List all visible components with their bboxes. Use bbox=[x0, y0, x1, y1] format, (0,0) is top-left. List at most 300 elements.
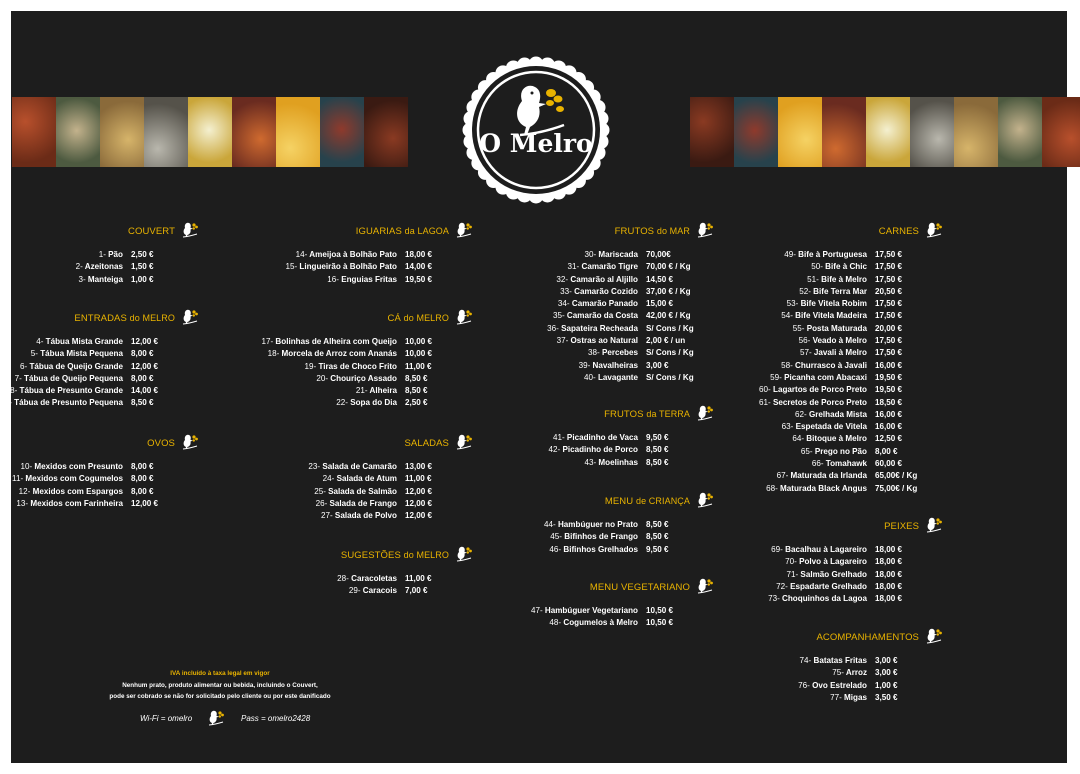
menu-item-number: 39- bbox=[578, 360, 591, 370]
menu-item-label: Tábua de Queijo Grande bbox=[29, 361, 123, 371]
food-photo bbox=[1042, 97, 1080, 167]
menu-item-label: Bacalhau à Lagareiro bbox=[785, 545, 867, 554]
menu-item bbox=[767, 410, 1007, 422]
menu-item-label: Bife Vitela Madeira bbox=[795, 311, 867, 321]
menu-item bbox=[538, 348, 778, 360]
section-title-sub: do MAR bbox=[656, 226, 690, 236]
menu-item-name bbox=[584, 250, 638, 259]
menu-item-name bbox=[768, 594, 867, 603]
food-photo bbox=[954, 97, 998, 167]
menu-item-label: Secretos de Porco Preto bbox=[772, 397, 867, 407]
menu-item-name bbox=[321, 511, 397, 520]
section-header bbox=[297, 313, 537, 329]
menu-item-label: Veado à Melro bbox=[812, 336, 867, 346]
menu-item-name bbox=[78, 275, 123, 284]
menu-item-label: Bife Terra Mar bbox=[813, 286, 867, 296]
menu-item bbox=[759, 397, 1007, 410]
menu-item-label: Salada de Camarão bbox=[322, 462, 397, 471]
section-title bbox=[879, 226, 919, 237]
menu-item-price: 18,00 € bbox=[875, 545, 903, 554]
menu-item-number: 26- bbox=[315, 498, 328, 508]
menu-item bbox=[297, 462, 537, 474]
menu-item-label: Azeitonas bbox=[84, 262, 123, 272]
bird-icon bbox=[180, 308, 200, 326]
menu-item-price: 70,00€ bbox=[646, 250, 671, 259]
menu-item-label: Grelhada Mista bbox=[808, 409, 867, 419]
menu-item bbox=[16, 498, 263, 511]
menu-item-label: Salmão Grelhado bbox=[800, 569, 867, 579]
menu-item bbox=[767, 459, 1007, 471]
section-items bbox=[297, 574, 537, 599]
menu-section bbox=[297, 438, 537, 523]
menu-item-number: 62- bbox=[795, 409, 807, 419]
section-title bbox=[615, 226, 690, 237]
menu-item-number: 65- bbox=[800, 446, 813, 456]
menu-item bbox=[297, 362, 537, 374]
menu-item-label: Salada de Salmão bbox=[328, 486, 397, 496]
section-title bbox=[74, 313, 175, 324]
bird-icon bbox=[924, 516, 944, 534]
menu-item-price: 14,00 € bbox=[131, 386, 159, 396]
menu-item-label: Tábua de Queijo Pequena bbox=[24, 373, 123, 383]
menu-item-price: 8,00 € bbox=[131, 474, 154, 484]
bird-icon bbox=[924, 221, 944, 239]
menu-item-label: Pão bbox=[108, 250, 123, 259]
menu-item bbox=[297, 250, 537, 262]
menu-item-price: 18,00 € bbox=[405, 250, 433, 259]
menu-item-number: 3- bbox=[78, 274, 86, 284]
menu-item-label: Espadarte Grelhado bbox=[790, 581, 867, 591]
menu-item-name bbox=[99, 250, 123, 259]
menu-item-price: 10,00 € bbox=[405, 337, 433, 346]
menu-item-number: 7- bbox=[14, 373, 22, 383]
menu-item-price: 10,50 € bbox=[646, 618, 674, 628]
menu-item-price: 1,50 € bbox=[131, 262, 154, 272]
menu-item bbox=[538, 532, 778, 544]
bird-icon bbox=[924, 627, 944, 645]
section-header bbox=[767, 632, 1007, 648]
food-photo bbox=[778, 97, 822, 167]
section-title-sub: da TERRA bbox=[646, 409, 690, 419]
menu-item bbox=[12, 474, 263, 486]
menu-item bbox=[538, 311, 778, 323]
menu-item-label: Mariscada bbox=[598, 250, 638, 259]
menu-item-name bbox=[776, 582, 867, 591]
menu-item-price: S/ Cons / Kg bbox=[646, 323, 694, 333]
menu-item-label: Salada de Polvo bbox=[334, 511, 397, 521]
menu-item-label: Mexidos com Cogumelos bbox=[25, 474, 123, 484]
section-title-sub: do MELRO bbox=[129, 313, 175, 323]
menu-item-number: 51- bbox=[807, 274, 819, 284]
menu-item-price: 8,50 € bbox=[646, 532, 669, 542]
menu-item-number: 32- bbox=[556, 274, 569, 284]
section-header bbox=[767, 226, 1007, 242]
menu-item-price: 17,50 € bbox=[875, 274, 903, 284]
menu-item-price: 8,50 € bbox=[646, 445, 669, 455]
iva-note: IVA incluído à taxa legal em vigor bbox=[170, 670, 270, 677]
menu-item-name bbox=[19, 487, 123, 496]
melro-logo bbox=[461, 55, 611, 205]
section-title-main: MENU VEGETARIANO bbox=[589, 582, 690, 593]
menu-item-label: Lavagante bbox=[597, 372, 638, 382]
menu-item-number: 60- bbox=[759, 385, 771, 395]
menu-item-number: 38- bbox=[588, 348, 600, 358]
menu-item-price: 16,00 € bbox=[875, 360, 903, 370]
bird-icon bbox=[695, 577, 715, 595]
bird-icon bbox=[180, 433, 200, 451]
menu-item-price: 3,00 € bbox=[875, 668, 898, 678]
menu-item-name bbox=[296, 250, 397, 259]
wifi-name: Wi-Fi = omelro bbox=[140, 714, 193, 723]
menu-item-number: 74- bbox=[799, 656, 812, 665]
menu-item-number: 20- bbox=[316, 373, 329, 383]
menu-item-price: S/ Cons / Kg bbox=[646, 348, 694, 358]
menu-item-label: Enguias Fritas bbox=[341, 274, 397, 284]
menu-item bbox=[23, 250, 263, 262]
menu-item-name bbox=[811, 262, 867, 271]
menu-item-number: 36- bbox=[547, 323, 559, 333]
menu-item-name bbox=[268, 349, 397, 358]
menu-item-number: 57- bbox=[799, 348, 812, 358]
menu-item bbox=[538, 520, 778, 532]
menu-item-price: 10,00 € bbox=[405, 349, 433, 359]
menu-item-name bbox=[314, 487, 397, 496]
menu-item-price: 14,00 € bbox=[405, 262, 433, 272]
food-photo bbox=[56, 97, 100, 167]
menu-item-name bbox=[327, 275, 397, 284]
menu-item-number: 45- bbox=[550, 532, 562, 542]
menu-item bbox=[767, 681, 1007, 693]
menu-item-name bbox=[579, 361, 638, 370]
menu-item-name bbox=[830, 693, 867, 702]
menu-item-number: 10- bbox=[20, 462, 33, 471]
menu-item-number: 64- bbox=[792, 434, 805, 444]
menu-item-price: 3,00 € bbox=[875, 656, 898, 665]
menu-item-number: 70- bbox=[785, 557, 797, 567]
menu-item-name bbox=[549, 545, 638, 554]
menu-item-price: 12,00 € bbox=[131, 498, 159, 508]
menu-section bbox=[261, 313, 537, 411]
menu-item-price: 8,50 € bbox=[646, 520, 669, 529]
section-title bbox=[605, 496, 690, 507]
menu-item bbox=[297, 398, 537, 410]
menu-item-number: 27- bbox=[320, 511, 333, 521]
menu-item-name bbox=[800, 656, 867, 665]
menu-item bbox=[767, 656, 1007, 668]
menu-item-label: Bifinhos Grelhados bbox=[563, 544, 638, 554]
menu-item-name bbox=[336, 398, 397, 407]
menu-item-name bbox=[12, 474, 123, 483]
bird-icon bbox=[454, 308, 474, 326]
menu-item bbox=[18, 486, 263, 499]
menu-item-price: 17,50 € bbox=[875, 262, 903, 272]
menu-item-name bbox=[777, 471, 867, 480]
menu-item-label: Lagartos de Porco Preto bbox=[773, 385, 867, 395]
menu-item-price: 14,50 € bbox=[646, 274, 674, 284]
menu-item-name bbox=[308, 462, 397, 471]
section-header bbox=[297, 550, 537, 566]
menu-item-number: 29- bbox=[348, 586, 361, 596]
menu-section bbox=[4, 313, 263, 411]
menu-item-label: Bitoque à Melro bbox=[806, 434, 867, 444]
menu-item-number: 68- bbox=[766, 483, 778, 493]
menu-item-price: S/ Cons / Kg bbox=[646, 372, 694, 382]
section-header bbox=[538, 582, 778, 598]
section-items bbox=[4, 337, 263, 411]
menu-item bbox=[285, 262, 537, 274]
menu-item-label: Arroz bbox=[845, 668, 867, 678]
menu-item-name bbox=[786, 570, 867, 579]
menu-item-number: 53- bbox=[786, 299, 799, 309]
menu-item-label: Bifinhos de Frango bbox=[564, 532, 638, 542]
section-header bbox=[538, 226, 778, 242]
menu-item-price: 8,00 € bbox=[875, 446, 898, 456]
menu-item-price: 19,50 € bbox=[405, 274, 433, 284]
section-items bbox=[538, 250, 778, 385]
menu-item-price: 16,00 € bbox=[875, 409, 903, 419]
menu-item-name bbox=[799, 336, 867, 345]
menu-item-name bbox=[20, 362, 123, 371]
menu-item-label: Navalheiras bbox=[592, 360, 638, 370]
menu-item bbox=[767, 336, 1007, 348]
menu-item-price: 1,00 € bbox=[131, 274, 154, 284]
menu-item-number: 13- bbox=[16, 498, 29, 508]
menu-item-label: Batatas Fritas bbox=[813, 656, 867, 665]
menu-item-price: 11,00 € bbox=[405, 574, 432, 583]
menu-item-label: Churrasco à Javali bbox=[795, 360, 867, 370]
section-title bbox=[341, 550, 449, 561]
menu-item-name bbox=[557, 336, 638, 345]
food-photo bbox=[910, 97, 954, 167]
menu-item-name bbox=[531, 606, 638, 615]
section-title-main: CARNES bbox=[878, 226, 919, 237]
menu-item bbox=[767, 434, 1007, 446]
menu-item-name bbox=[548, 445, 638, 454]
menu-item-price: 18,00 € bbox=[875, 557, 903, 567]
menu-item bbox=[297, 386, 537, 398]
menu-item-number: 49- bbox=[784, 250, 796, 259]
footer-line-2: pode ser cobrado se não for solicitado pelo cliente ou por este danificado bbox=[109, 693, 331, 700]
section-items bbox=[538, 520, 778, 557]
food-photo-strip-right bbox=[690, 97, 1080, 167]
menu-item-name bbox=[356, 386, 397, 395]
menu-item-price: 8,00 € bbox=[131, 373, 154, 383]
menu-item-price: 8,00 € bbox=[131, 349, 154, 359]
menu-item-number: 77- bbox=[830, 692, 842, 702]
menu-item-label: Camarão da Costa bbox=[566, 311, 638, 321]
section-items bbox=[23, 250, 263, 287]
menu-item-label: Tiras de Choco Frito bbox=[318, 361, 397, 371]
section-title bbox=[404, 438, 449, 449]
menu-item bbox=[767, 324, 1007, 336]
menu-item-number: 8- bbox=[10, 386, 18, 396]
menu-item bbox=[767, 668, 1007, 680]
menu-item bbox=[297, 499, 537, 511]
food-photo bbox=[232, 97, 276, 167]
menu-item-label: Caracois bbox=[362, 586, 397, 596]
menu-item-name bbox=[588, 348, 638, 357]
menu-item-price: 1,00 € bbox=[875, 680, 898, 690]
section-title-sub: do MELRO bbox=[403, 550, 449, 560]
menu-item-name bbox=[316, 499, 397, 508]
menu-item-price: 12,00 € bbox=[405, 498, 433, 508]
menu-item bbox=[20, 462, 263, 474]
menu-item-name bbox=[801, 447, 867, 456]
menu-item-price: 2,50 € bbox=[405, 398, 428, 408]
menu-item-number: 18- bbox=[267, 349, 280, 359]
menu-item-label: Picadinho de Porco bbox=[562, 445, 638, 455]
menu-item-number: 73- bbox=[768, 594, 780, 604]
menu-item-number: 34- bbox=[557, 299, 570, 309]
menu-item bbox=[23, 337, 263, 349]
menu-item bbox=[767, 361, 1007, 373]
menu-item-name bbox=[568, 262, 638, 271]
menu-item-label: Hambúguer Vegetariano bbox=[544, 606, 638, 615]
menu-item-label: Camarão Cozido bbox=[574, 286, 638, 296]
menu-item-label: Salada de Atum bbox=[336, 474, 397, 484]
menu-item-label: Camarão Tigre bbox=[581, 262, 638, 272]
menu-item-number: 22- bbox=[336, 398, 348, 408]
menu-section bbox=[23, 226, 263, 287]
section-items bbox=[530, 606, 778, 631]
menu-item-number: 47- bbox=[530, 606, 543, 615]
menu-item-number: 55- bbox=[792, 323, 805, 333]
section-items bbox=[767, 656, 1007, 705]
menu-item-label: Mexidos com Presunto bbox=[34, 462, 123, 471]
menu-item-name bbox=[771, 545, 867, 554]
menu-item-number: 54- bbox=[781, 311, 793, 321]
menu-item-label: Choquinhos da Lagoa bbox=[782, 594, 867, 604]
section-title-main: MENU bbox=[604, 496, 634, 507]
menu-item bbox=[538, 433, 778, 445]
menu-item-price: 9,50 € bbox=[646, 433, 669, 442]
section-header bbox=[297, 438, 537, 454]
menu-item-number: 15- bbox=[285, 262, 298, 272]
menu-item-price: 8,50 € bbox=[646, 457, 669, 467]
menu-item-name bbox=[792, 434, 867, 443]
menu-item-price: 17,50 € bbox=[875, 250, 903, 259]
menu-item-name bbox=[349, 586, 397, 595]
menu-section bbox=[12, 438, 263, 511]
menu-item-name bbox=[584, 458, 638, 467]
menu-item-name bbox=[560, 287, 638, 296]
menu-item bbox=[767, 422, 1007, 434]
section-title bbox=[147, 438, 175, 449]
menu-item bbox=[538, 262, 778, 274]
menu-item-number: 40- bbox=[584, 372, 596, 382]
menu-item-number: 35- bbox=[552, 311, 565, 321]
menu-item-number: 23- bbox=[308, 462, 321, 471]
menu-item bbox=[297, 511, 537, 523]
menu-item-label: Manteiga bbox=[87, 274, 123, 284]
menu-item-label: Bife à Melro bbox=[821, 274, 867, 284]
menu-item-name bbox=[20, 462, 123, 471]
section-title-main: SUGESTÕES bbox=[340, 550, 401, 561]
menu-item-price: 7,00 € bbox=[405, 586, 428, 596]
section-items bbox=[261, 337, 537, 411]
menu-item-label: Bife Vitela Robim bbox=[800, 299, 867, 309]
menu-item-name bbox=[31, 349, 123, 358]
menu-item-number: 69- bbox=[771, 545, 783, 554]
menu-item-number: 52- bbox=[799, 286, 811, 296]
menu-item-label: Tábua de Presunto Grande bbox=[19, 386, 123, 396]
menu-item-number: 71- bbox=[786, 569, 799, 579]
menu-item-number: 9- bbox=[4, 398, 12, 408]
menu-item bbox=[767, 348, 1007, 360]
menu-item-price: 16,00 € bbox=[875, 422, 903, 432]
menu-item-label: Tomahawk bbox=[825, 459, 867, 469]
menu-item-label: Chouriço Assado bbox=[330, 373, 397, 383]
menu-item-label: Bife à Chic bbox=[825, 262, 867, 272]
menu-item-name bbox=[304, 362, 397, 371]
menu-item-name bbox=[544, 520, 638, 529]
section-title-main: CÁ bbox=[387, 313, 401, 324]
menu-item-price: 42,00 € / Kg bbox=[646, 311, 691, 321]
menu-item-name bbox=[784, 250, 867, 259]
menu-item-name bbox=[793, 324, 867, 333]
menu-item bbox=[20, 361, 263, 374]
menu-item-name bbox=[782, 422, 867, 431]
menu-item-number: 4- bbox=[36, 337, 44, 346]
menu-item-number: 56- bbox=[798, 336, 811, 346]
bird-icon bbox=[454, 545, 474, 563]
menu-item-label: Bolinhas de Alheira com Queijo bbox=[275, 337, 397, 346]
bird-icon bbox=[180, 221, 200, 239]
menu-item bbox=[767, 262, 1007, 274]
menu-item-number: 75- bbox=[832, 668, 844, 678]
menu-item bbox=[297, 487, 537, 499]
menu-section bbox=[530, 582, 778, 631]
menu-item bbox=[538, 250, 778, 262]
menu-item-price: 20,50 € bbox=[875, 286, 903, 296]
menu-item-name bbox=[759, 385, 867, 394]
menu-item-name bbox=[795, 410, 867, 419]
menu-item-label: Camarão Panado bbox=[571, 299, 638, 309]
menu-item-price: 19,50 € bbox=[875, 372, 903, 382]
menu-item bbox=[759, 385, 1007, 397]
bird-icon bbox=[454, 221, 474, 239]
menu-item bbox=[4, 398, 263, 410]
section-title-main: IGUARIAS bbox=[355, 226, 402, 237]
menu-item-number: 5- bbox=[30, 349, 38, 359]
menu-item-number: 6- bbox=[20, 361, 28, 371]
menu-item-number: 24- bbox=[322, 474, 335, 484]
menu-item-name bbox=[15, 374, 123, 383]
menu-item bbox=[297, 574, 537, 586]
menu-item-name bbox=[759, 398, 867, 407]
section-items bbox=[12, 462, 263, 511]
menu-item-name bbox=[781, 311, 867, 320]
menu-item-price: 2,50 € bbox=[131, 250, 154, 259]
food-photo bbox=[690, 97, 734, 167]
menu-item-name bbox=[16, 499, 123, 508]
menu-item-price: 60,00 € bbox=[875, 459, 903, 469]
menu-item bbox=[538, 299, 778, 311]
menu-item bbox=[297, 586, 537, 598]
menu-item bbox=[297, 275, 537, 287]
section-header bbox=[23, 313, 263, 329]
section-header bbox=[23, 226, 263, 242]
menu-item bbox=[297, 374, 537, 386]
menu-item bbox=[767, 484, 1007, 496]
wifi-password: Pass = omelro2428 bbox=[241, 714, 311, 723]
section-title-main: ENTRADAS bbox=[74, 313, 127, 324]
menu-item-label: Maturada Black Angus bbox=[780, 483, 867, 493]
menu-item-label: Picadinho de Vaca bbox=[566, 433, 638, 442]
menu-item-price: 17,50 € bbox=[875, 348, 903, 358]
menu-item bbox=[14, 373, 263, 386]
section-items bbox=[538, 433, 778, 470]
